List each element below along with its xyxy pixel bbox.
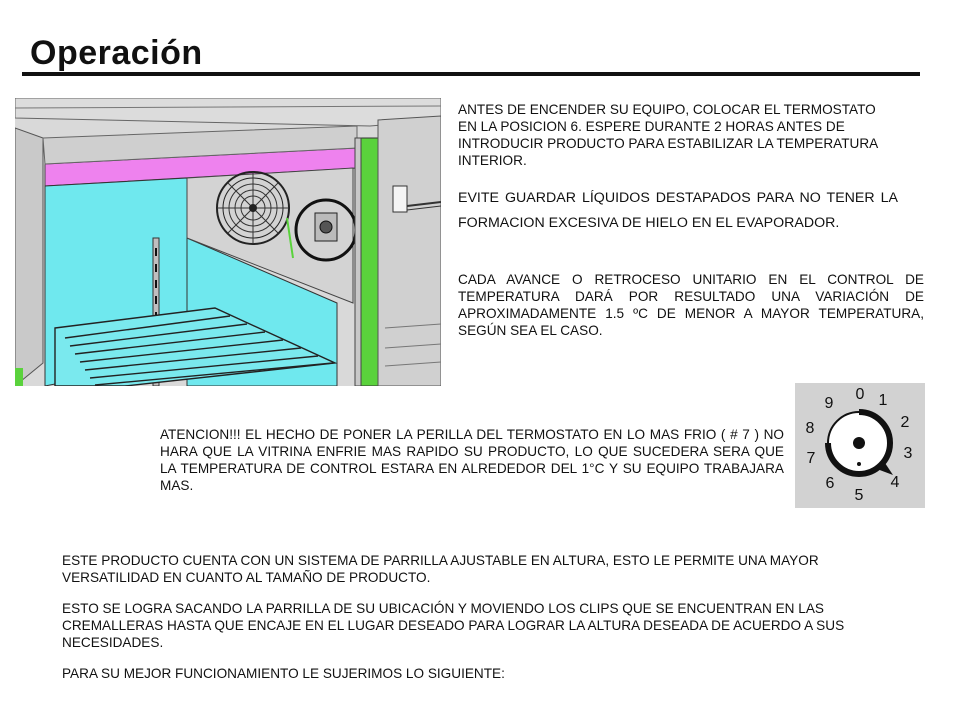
fan-icon [217, 172, 289, 244]
instruction-paragraph-1: ANTES DE ENCENDER SU EQUIPO, COLOCAR EL TERMOSTATO EN LA POSICION 6. ESPERE DURANTE 2 HORAS ANTES DE INTRODUCIR PRODUCTO PARA ESTABILIZAR LA TEMPERATURA INTERIOR. [458, 102, 878, 168]
dial-number-0: 0 [855, 386, 865, 403]
dial-number-3: 3 [903, 445, 913, 462]
recommendations-intro-paragraph: PARA SU MEJOR FUNCIONAMIENTO LE SUJERIMOS LO SIGUIENTE: [62, 666, 505, 681]
dial-number-2: 2 [900, 414, 910, 431]
left-green-strip [15, 368, 23, 386]
dial-number-8: 8 [805, 420, 815, 437]
title-underline [22, 72, 920, 76]
left-wall [15, 128, 43, 386]
dial-number-6: 6 [825, 475, 835, 492]
right-exterior-panel [378, 116, 441, 386]
dial-number-1: 1 [878, 392, 888, 409]
dial-number-7: 7 [806, 450, 816, 467]
thermostat-dial-illustration [795, 383, 925, 508]
dial-number-4: 4 [890, 474, 900, 491]
shelf-adjust-instructions-paragraph: ESTO SE LOGRA SACANDO LA PARRILLA DE SU UBICACIÓN Y MOVIENDO LOS CLIPS QUE SE ENCUENTRAN EN LAS CREMALLERAS HASTA QUE ENCAJE EN EL LUGAR DESEADO PARA LOGRAR LA ALTURA DESEADA DE ACUERDO A SUS NECESIDADES. [62, 601, 845, 650]
dial-number-9: 9 [824, 395, 834, 412]
instruction-paragraph-2: EVITE GUARDAR LÍQUIDOS DESTAPADOS PARA NO TENER LA FORMACION EXCESIVA DE HIELO EN EL EVAPORADOR. [458, 190, 898, 231]
refrigerator-interior-illustration [15, 98, 441, 386]
adjustable-shelf-paragraph: ESTE PRODUCTO CUENTA CON UN SISTEMA DE PARRILLA AJUSTABLE EN ALTURA, ESTO LE PERMITE UNA MAYOR VERSATILIDAD EN CUANTO AL TAMAÑO DE PRODUCTO. [62, 553, 819, 585]
dial-center [853, 437, 865, 449]
warning-paragraph: ATENCION!!! EL HECHO DE PONER LA PERILLA DEL TERMOSTATO EN LO MAS FRIO ( # 7 ) NO HARA QUE LA VITRINA ENFRIE MAS RAPIDO SU PRODUCTO, LO QUE SUCEDERA SERA QUE LA TEMPERATURA DE CONTROL ESTARA EN ALREDEDOR DEL 1°C Y SU EQUIPO TRABAJARA MAS. [160, 427, 784, 493]
green-door-strip [360, 138, 378, 386]
instruction-paragraph-3: CADA AVANCE O RETROCESO UNITARIO EN EL CONTROL DE TEMPERATURA DARÁ POR RESULTADO UNA VARIACIÓN DE APROXIMADAMENTE 1.5 ºC DE MENOR A MAYOR TEMPERATURA, SEGÚN SEA EL CASO. [458, 272, 924, 338]
dial-number-5: 5 [854, 487, 864, 504]
page-title: Operación [30, 34, 203, 72]
